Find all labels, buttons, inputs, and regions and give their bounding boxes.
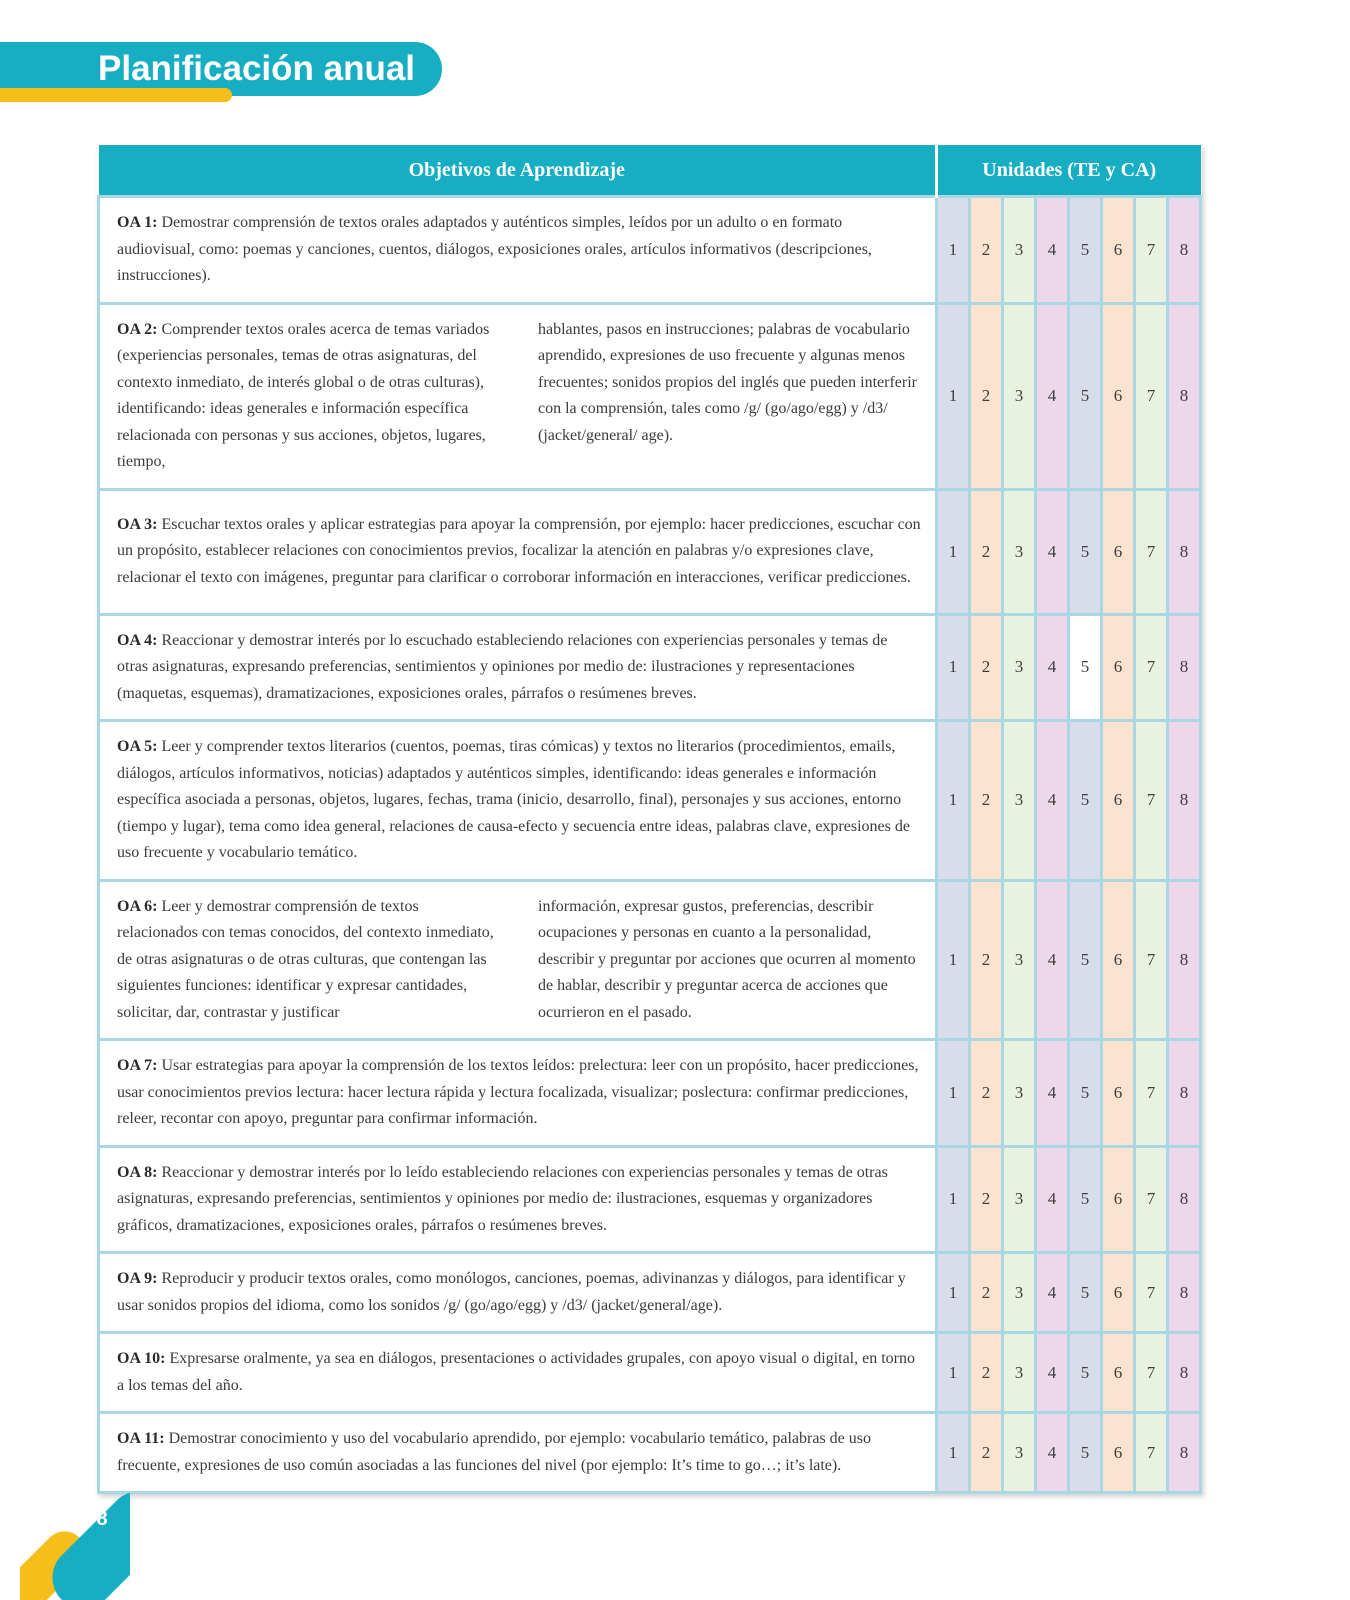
unit-cell-2: 2 [970,1333,1003,1413]
unit-cell-3: 3 [1003,880,1036,1040]
objective-cell [99,489,937,614]
objective-cell [99,1413,937,1493]
objective-two-columns [117,894,921,1027]
unit-cell-7: 7 [1135,1146,1168,1253]
planning-table [97,145,1202,1494]
objective-label: OA 10: [117,1350,166,1367]
objective-label: OA 9: [117,1270,158,1287]
objective-text: Comprender textos orales acerca de temas variados (experiencias personales, temas de otras asignaturas, del contexto inmediato, de interés global o de otras culturas), identificando: ideas generales e información específica relacionada con personas y sus acciones, objetos, lugares, tiempo, [117,320,490,470]
unit-cell-7: 7 [1135,303,1168,489]
unit-cell-6: 6 [1102,614,1135,721]
unit-cell-7: 7 [1135,614,1168,721]
unit-cell-7: 7 [1135,1413,1168,1493]
unit-cell-1: 1 [937,1413,970,1493]
unit-cell-6: 6 [1102,1333,1135,1413]
objective-cell [99,1040,937,1147]
table-header-row [99,145,1201,197]
unit-cell-5: 5 [1069,489,1102,614]
objective-cell [99,1253,937,1333]
unit-cell-7: 7 [1135,489,1168,614]
objective-label: OA 3: [117,515,158,533]
unit-cell-1: 1 [937,1146,970,1253]
objective-column-left [117,317,500,476]
objective-cell [99,614,937,721]
unit-cell-2: 2 [970,489,1003,614]
unit-cell-2: 2 [970,614,1003,721]
unit-cell-4: 4 [1036,1146,1069,1253]
objective-cell [99,303,937,489]
objective-row [99,197,1201,304]
unit-cell-4: 4 [1036,303,1069,489]
unit-cell-1: 1 [937,1253,970,1333]
unit-cell-4: 4 [1036,721,1069,881]
unit-cell-4: 4 [1036,1413,1069,1493]
unit-cell-6: 6 [1102,880,1135,1040]
objective-row [99,303,1201,489]
objective-text-continued: información, expresar gustos, preferencias, describir ocupaciones y personas en cuanto a la personalidad, describir y preguntar por acciones que ocurren al momento de hablar, describir y preguntar acerca de acciones que ocurrieron en el pasado. [538,897,916,1021]
objective-label: OA 4: [117,631,158,649]
unit-cell-7: 7 [1135,880,1168,1040]
objective-row [99,614,1201,721]
unit-cell-4: 4 [1036,614,1069,721]
unit-cell-6: 6 [1102,197,1135,304]
unit-cell-2: 2 [970,1040,1003,1147]
objective-row [99,1040,1201,1147]
objective-cell [99,1333,937,1413]
unit-cell-7: 7 [1135,197,1168,304]
unit-cell-8: 8 [1168,721,1201,881]
unit-cell-7: 7 [1135,1333,1168,1413]
objective-row [99,1146,1201,1253]
unit-cell-4: 4 [1036,880,1069,1040]
unit-cell-2: 2 [970,721,1003,881]
objective-label: OA 11: [117,1430,165,1447]
unit-cell-4: 4 [1036,1253,1069,1333]
unit-cell-2: 2 [970,197,1003,304]
unit-cell-6: 6 [1102,1146,1135,1253]
unit-cell-1: 1 [937,303,970,489]
unit-cell-1: 1 [937,1333,970,1413]
objective-cell [99,721,937,881]
unit-cell-5: 5 [1069,721,1102,881]
unit-cell-2: 2 [970,1146,1003,1253]
unit-cell-4: 4 [1036,1333,1069,1413]
objective-two-columns [117,317,921,476]
unit-cell-8: 8 [1168,197,1201,304]
unit-cell-4: 4 [1036,197,1069,304]
unit-cell-3: 3 [1003,303,1036,489]
unit-cell-3: 3 [1003,197,1036,304]
page-number: 8 [96,1508,108,1530]
unit-cell-5: 5 [1069,1413,1102,1493]
unit-cell-5: 5 [1069,1253,1102,1333]
objective-text: Leer y demostrar comprensión de textos relacionados con temas conocidos, del contexto inmediato, de otras asignaturas o de otras culturas, que contengan las siguientes funciones: identificar y expresar cantidades, solicitar, dar, contrastar y justificar [117,897,494,1021]
unit-cell-1: 1 [937,880,970,1040]
unit-cell-3: 3 [1003,614,1036,721]
unit-cell-8: 8 [1168,303,1201,489]
page-number-shape [20,1490,130,1600]
unit-cell-3: 3 [1003,489,1036,614]
unit-cell-8: 8 [1168,880,1201,1040]
unit-cell-4: 4 [1036,1040,1069,1147]
header-objectives: Objetivos de Aprendizaje [99,145,937,197]
unit-cell-5: 5 [1069,1040,1102,1147]
unit-cell-8: 8 [1168,1040,1201,1147]
unit-cell-5: 5 [1069,1146,1102,1253]
unit-cell-2: 2 [970,1253,1003,1333]
objective-text: Expresarse oralmente, ya sea en diálogos, presentaciones o actividades grupales, con apoyo visual o digital, en torno a los temas del año. [117,1350,915,1394]
unit-cell-5: 5 [1069,197,1102,304]
unit-cell-8: 8 [1168,489,1201,614]
unit-cell-6: 6 [1102,1253,1135,1333]
unit-cell-5: 5 [1069,614,1102,721]
unit-cell-3: 3 [1003,1146,1036,1253]
unit-cell-3: 3 [1003,1040,1036,1147]
objective-cell [99,1146,937,1253]
unit-cell-3: 3 [1003,1253,1036,1333]
objective-column-left [117,894,500,1027]
objective-text: Reaccionar y demostrar interés por lo escuchado estableciendo relaciones con experiencias personales y temas de otras asignaturas, expresando preferencias, sentimientos y opiniones por medio de: ilustraciones y representaciones (maquetas, esquemas), dramatizaciones, exposiciones orales, párrafos o resúmenes breves. [117,631,888,702]
objective-label: OA 1: [117,214,158,231]
objective-text: Usar estrategias para apoyar la comprensión de los textos leídos: prelectura: leer con un propósito, hacer predicciones, usar conocimientos previos lectura: hacer lectura rápida y lectura focalizada, visualizar; poslectura: confirmar predicciones, releer, recontar con apoyo, preguntar para confirmar información. [117,1057,919,1127]
unit-cell-8: 8 [1168,1413,1201,1493]
objective-text: Reproducir y producir textos orales, como monólogos, canciones, poemas, adivinanzas y diálogos, para identificar y usar sonidos propios del idioma, como los sonidos /g/ (go/ago/egg) y /d3/ (jacket/general/age). [117,1270,906,1314]
unit-cell-8: 8 [1168,614,1201,721]
unit-cell-7: 7 [1135,1040,1168,1147]
unit-cell-1: 1 [937,197,970,304]
objective-text: Demostrar comprensión de textos orales adaptados y auténticos simples, leídos por un adulto o en formato audiovisual, como: poemas y canciones, cuentos, diálogos, exposiciones orales, artículos informativos (descripciones, instrucciones). [117,214,872,284]
objective-text: Escuchar textos orales y aplicar estrategias para apoyar la comprensión, por ejemplo: hacer predicciones, escuchar con un propósito, establecer relaciones con conocimientos previos, focalizar la atención en palabras y/o expresiones clave, relacionar el texto con imágenes, preguntar para clarificar o corroborar información en interacciones, verificar predicciones. [117,515,921,586]
objective-label: OA 8: [117,1163,158,1181]
unit-cell-6: 6 [1102,1413,1135,1493]
unit-cell-5: 5 [1069,303,1102,489]
objective-label: OA 2: [117,320,158,338]
objective-label: OA 6: [117,897,158,915]
unit-cell-6: 6 [1102,489,1135,614]
objective-row [99,489,1201,614]
unit-cell-5: 5 [1069,1333,1102,1413]
objective-row [99,880,1201,1040]
unit-cell-6: 6 [1102,303,1135,489]
unit-cell-1: 1 [937,1040,970,1147]
unit-cell-2: 2 [970,303,1003,489]
unit-cell-3: 3 [1003,721,1036,881]
unit-cell-1: 1 [937,614,970,721]
objective-text: Reaccionar y demostrar interés por lo leído estableciendo relaciones con experiencias personales y temas de otras asignaturas, expresando preferencias, sentimientos y opiniones por medio de: ilustraciones, esquemas y organizadores gráficos, dramatizaciones, exposiciones orales, párrafos o resúmenes breves. [117,1163,888,1234]
unit-cell-2: 2 [970,880,1003,1040]
unit-cell-7: 7 [1135,1253,1168,1333]
unit-cell-1: 1 [937,489,970,614]
page-title: Planificación anual [98,49,416,88]
unit-cell-8: 8 [1168,1146,1201,1253]
objective-text-continued: hablantes, pasos en instrucciones; palabras de vocabulario aprendido, expresiones de uso frecuente y algunas menos frecuentes; sonidos propios del inglés que pueden interferir con la comprensión, tales como /g/ (go/ago/egg) y /d3/ (jacket/general/ age). [538,320,917,444]
unit-cell-8: 8 [1168,1333,1201,1413]
header-units: Unidades (TE y CA) [937,145,1201,197]
objective-label: OA 7: [117,1057,158,1074]
objective-label: OA 5: [117,738,158,755]
unit-cell-6: 6 [1102,721,1135,881]
unit-cell-5: 5 [1069,880,1102,1040]
objective-text: Demostrar conocimiento y uso del vocabulario aprendido, por ejemplo: vocabulario temático, palabras de uso frecuente, expresiones de uso común asociadas a las funciones del nivel (por ejemplo: It’s time to go…; it’s late). [117,1430,872,1474]
objective-text: Leer y comprender textos literarios (cuentos, poemas, tiras cómicas) y textos no literarios (procedimientos, emails, diálogos, artículos informativos, noticias) adaptados y auténticos simples, identificando: ideas generales e información específica asociada a personas, objetos, lugares, fechas, trama (inicio, desarrollo, final), personajes y sus acciones, entorno (tiempo y lugar), tema como idea general, relaciones de causa-efecto y secuencia entre ideas, palabras clave, expresiones de uso frecuente y vocabulario temático. [117,738,910,861]
unit-cell-2: 2 [970,1413,1003,1493]
unit-cell-3: 3 [1003,1333,1036,1413]
objective-row [99,1333,1201,1413]
unit-cell-4: 4 [1036,489,1069,614]
unit-cell-6: 6 [1102,1040,1135,1147]
unit-cell-1: 1 [937,721,970,881]
objective-row [99,1413,1201,1493]
unit-cell-7: 7 [1135,721,1168,881]
objective-row [99,721,1201,881]
unit-cell-3: 3 [1003,1413,1036,1493]
unit-cell-8: 8 [1168,1253,1201,1333]
objective-cell [99,197,937,304]
objective-cell [99,880,937,1040]
objective-row [99,1253,1201,1333]
